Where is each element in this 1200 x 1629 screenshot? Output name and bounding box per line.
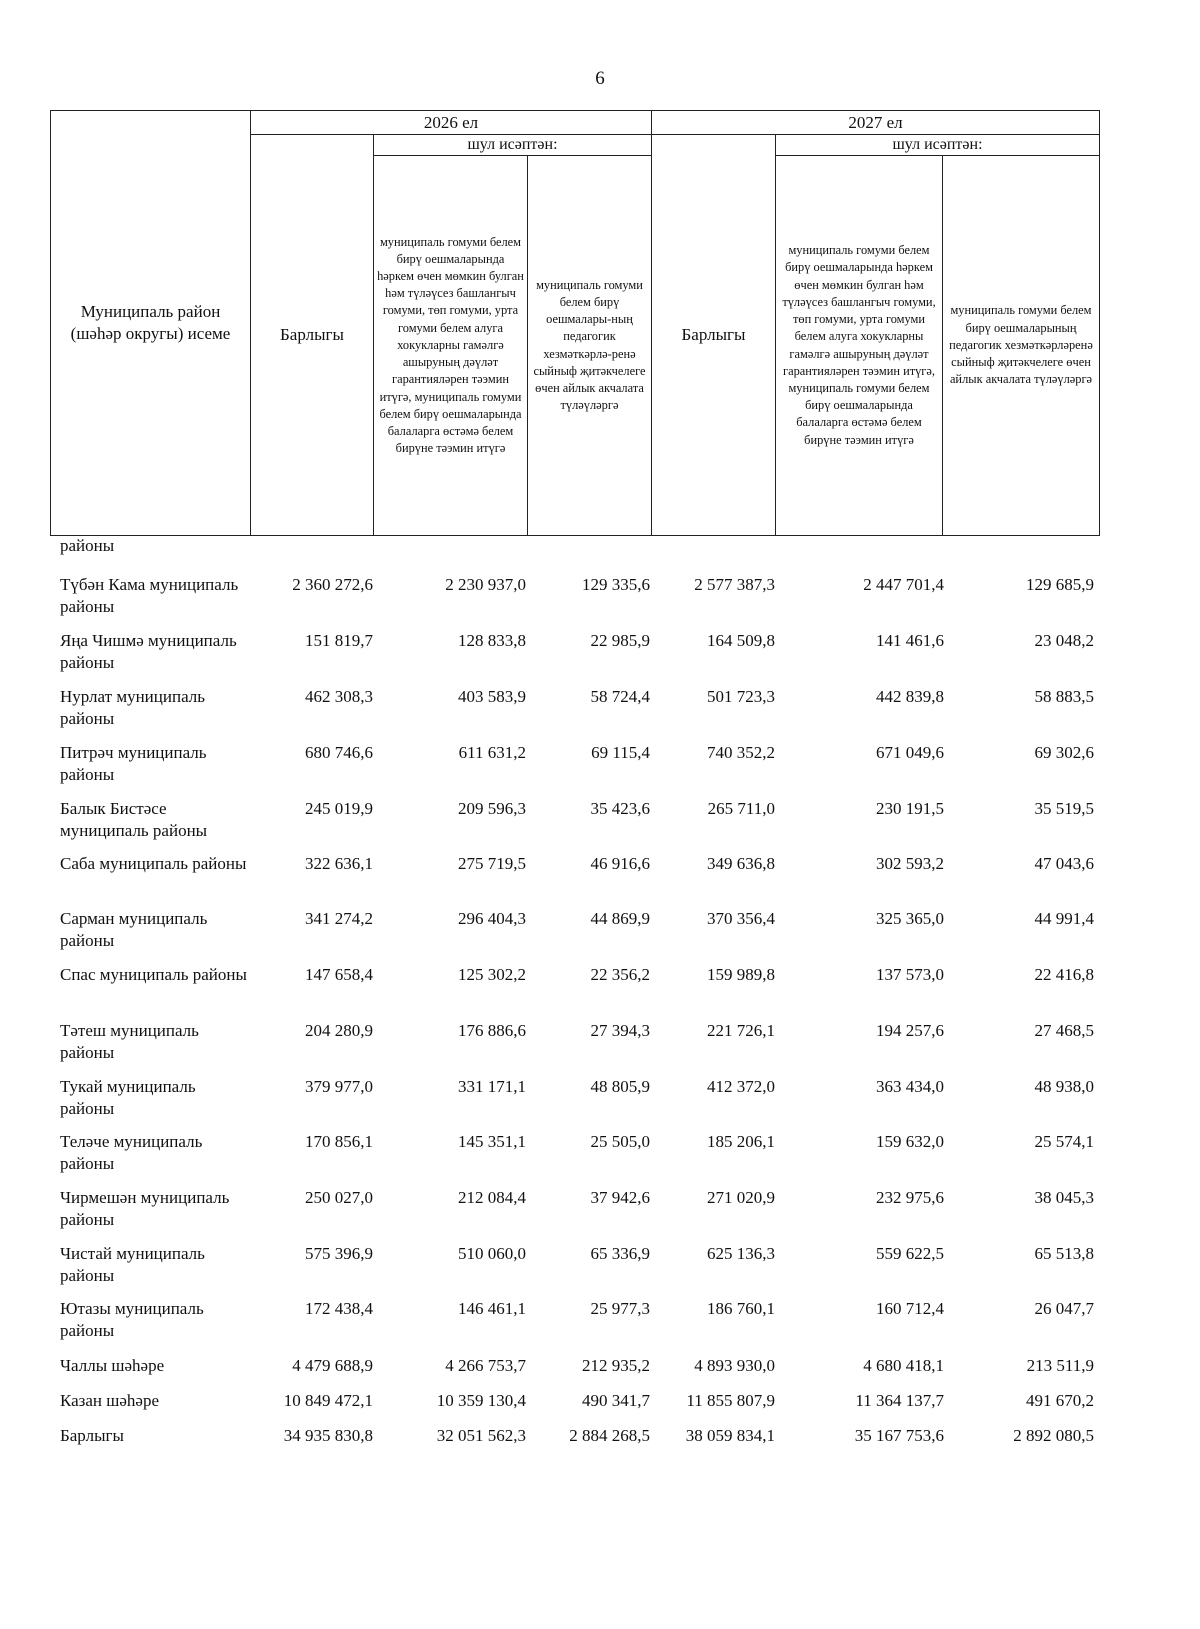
header-sub2-2026: муниципаль гомуми белем бирү оешмалары-ның педагогик хезмәткәрлә-ренә сыйныф җитәкчелеге өчен айлык акчалата түләүләргә: [527, 155, 652, 536]
row-value: 204 280,9: [305, 1021, 373, 1040]
row-name: Сарман муниципаль районы: [60, 909, 208, 950]
row-value: 10 849 472,1: [283, 1391, 373, 1410]
row-value: 159 989,8: [707, 965, 775, 984]
row-value: 48 805,9: [590, 1077, 650, 1096]
row-value: 2 892 080,5: [1013, 1426, 1094, 1445]
row-value: 331 171,1: [458, 1077, 526, 1096]
row-value: 4 266 753,7: [445, 1356, 526, 1375]
row-value: 22 356,2: [590, 965, 650, 984]
row-value: 275 719,5: [458, 854, 526, 873]
row-value: 265 711,0: [707, 799, 775, 818]
row-value: 302 593,2: [876, 854, 944, 873]
row-name: Спас муниципаль районы: [60, 965, 247, 984]
row-value: 25 574,1: [1034, 1132, 1094, 1151]
row-value: 185 206,1: [707, 1132, 775, 1151]
row-value: 341 274,2: [305, 909, 373, 928]
table-header: [50, 110, 1100, 536]
header-total-2027: Барлыгы: [651, 134, 776, 536]
row-name: Балык Бистәсе муниципаль районы: [60, 799, 208, 840]
row-value: 159 632,0: [876, 1132, 944, 1151]
row-value: 403 583,9: [458, 687, 526, 706]
row-value: 170 856,1: [305, 1132, 373, 1151]
row-value: 27 468,5: [1034, 1021, 1094, 1040]
row-value: 22 416,8: [1034, 965, 1094, 984]
row-name: Ютазы муниципаль районы: [60, 1299, 204, 1340]
row-value: 363 434,0: [876, 1077, 944, 1096]
row-value: 611 631,2: [458, 743, 526, 762]
row-value: 145 351,1: [458, 1132, 526, 1151]
header-total-2026: Барлыгы: [250, 134, 374, 536]
row-value: 379 977,0: [305, 1077, 373, 1096]
row-value: 172 438,4: [305, 1299, 373, 1318]
row-value: 209 596,3: [458, 799, 526, 818]
row-value: 194 257,6: [876, 1021, 944, 1040]
row-value: 11 364 137,7: [855, 1391, 944, 1410]
row-value: 69 302,6: [1034, 743, 1094, 762]
row-value: 2 577 387,3: [694, 575, 775, 594]
row-value: 10 359 130,4: [436, 1391, 526, 1410]
header-year-2027: 2027 ел: [651, 110, 1100, 135]
row-value: 462 308,3: [305, 687, 373, 706]
row-value: 129 335,6: [582, 575, 650, 594]
header-sub1-2026: муниципаль гомуми белем бирү оешмаларында һәркем өчен мөмкин булган һәм түләүсез башлангыч гомуми, төп гомуми, урта гомуми белем алуга хокукларны гамәлгә ашыруның дәүләт гарантияләрен тәэмин итүгә, муниципаль гомуми белем бирү оешмаларында балаларга өстәмә белем бирүне тәэмин итүгә: [373, 155, 528, 536]
row-value: 47 043,6: [1034, 854, 1094, 873]
row-value: 129 685,9: [1026, 575, 1094, 594]
row-value: 58 883,5: [1034, 687, 1094, 706]
row-value: 501 723,3: [707, 687, 775, 706]
row-value: 322 636,1: [305, 854, 373, 873]
row-value: 213 511,9: [1026, 1356, 1094, 1375]
row-value: 212 084,4: [458, 1188, 526, 1207]
row-value: 250 027,0: [305, 1188, 373, 1207]
row-value: 147 658,4: [305, 965, 373, 984]
row-value: 4 479 688,9: [292, 1356, 373, 1375]
row-value: 325 365,0: [876, 909, 944, 928]
row-value: 4 893 930,0: [694, 1356, 775, 1375]
row-value: 491 670,2: [1026, 1391, 1094, 1410]
row-value: 412 372,0: [707, 1077, 775, 1096]
header-sub2-2027: муниципаль гомуми белем бирү оешмаларының педагогик хезмәткәрләренә сыйныф җитәкчелеге өчен айлык акчалата түләүләргә: [942, 155, 1100, 536]
row-value: 35 423,6: [590, 799, 650, 818]
row-value: 2 884 268,5: [569, 1426, 650, 1445]
header-name-column: Муниципаль район (шәһәр округы) исеме: [50, 110, 251, 536]
row-name: Нурлат муниципаль районы: [60, 687, 205, 728]
row-value: 490 341,7: [582, 1391, 650, 1410]
row-name: Түбән Кама муниципаль районы: [60, 575, 239, 616]
row-value: 38 045,3: [1034, 1188, 1094, 1207]
row-value: 25 977,3: [590, 1299, 650, 1318]
row-name: Питрәч муниципаль районы: [60, 743, 207, 784]
row-value: 2 230 937,0: [445, 575, 526, 594]
continuation-label: районы: [60, 536, 115, 555]
row-value: 46 916,6: [590, 854, 650, 873]
row-name: Чирмешән муниципаль районы: [60, 1188, 230, 1229]
row-value: 671 049,6: [876, 743, 944, 762]
row-value: 44 991,4: [1034, 909, 1094, 928]
header-sub1-2027: муниципаль гомуми белем бирү оешмаларында һәркем өчен мөмкин булган һәм түләүсез башлангыч гомуми, төп гомуми, урта гомуми белем алуга хокукларны гамәлгә ашыруның дәүләт гарантияләрен тәэмин итүгә, муниципаль гомуми белем бирү оешмаларында балаларга өстәмә белем бирүне тәэмин итүгә: [775, 155, 943, 536]
row-value: 27 394,3: [590, 1021, 650, 1040]
row-value: 186 760,1: [707, 1299, 775, 1318]
header-including-2027: шул исәптән:: [775, 134, 1100, 156]
row-name: Саба муниципаль районы: [60, 854, 247, 873]
row-value: 442 839,8: [876, 687, 944, 706]
row-value: 212 935,2: [582, 1356, 650, 1375]
row-value: 35 167 753,6: [854, 1426, 944, 1445]
header-year-2026: 2026 ел: [250, 110, 652, 135]
row-value: 137 573,0: [876, 965, 944, 984]
row-value: 22 985,9: [590, 631, 650, 650]
row-value: 575 396,9: [305, 1244, 373, 1263]
row-value: 35 519,5: [1034, 799, 1094, 818]
row-value: 11 855 807,9: [686, 1391, 775, 1410]
row-value: 164 509,8: [707, 631, 775, 650]
header-including-2026: шул исәптән:: [373, 134, 652, 156]
row-value: 23 048,2: [1034, 631, 1094, 650]
row-value: 230 191,5: [876, 799, 944, 818]
row-value: 4 680 418,1: [863, 1356, 944, 1375]
row-value: 146 461,1: [458, 1299, 526, 1318]
row-value: 232 975,6: [876, 1188, 944, 1207]
row-value: 32 051 562,3: [436, 1426, 526, 1445]
row-value: 44 869,9: [590, 909, 650, 928]
row-value: 37 942,6: [590, 1188, 650, 1207]
row-value: 2 447 701,4: [863, 575, 944, 594]
row-value: 221 726,1: [707, 1021, 775, 1040]
row-name: Яңа Чишмә муниципаль районы: [60, 631, 237, 672]
row-value: 65 336,9: [590, 1244, 650, 1263]
row-value: 141 461,6: [876, 631, 944, 650]
row-value: 370 356,4: [707, 909, 775, 928]
row-value: 25 505,0: [590, 1132, 650, 1151]
row-value: 160 712,4: [876, 1299, 944, 1318]
row-name: Тәтеш муниципаль районы: [60, 1021, 199, 1062]
row-value: 128 833,8: [458, 631, 526, 650]
row-name: Казан шәһәре: [60, 1391, 159, 1410]
row-value: 625 136,3: [707, 1244, 775, 1263]
row-value: 65 513,8: [1034, 1244, 1094, 1263]
row-value: 69 115,4: [591, 743, 650, 762]
row-value: 296 404,3: [458, 909, 526, 928]
row-value: 151 819,7: [305, 631, 373, 650]
row-name: Барлыгы: [60, 1426, 124, 1445]
row-value: 245 019,9: [305, 799, 373, 818]
row-value: 349 636,8: [707, 854, 775, 873]
row-value: 559 622,5: [876, 1244, 944, 1263]
row-value: 176 886,6: [458, 1021, 526, 1040]
row-value: 26 047,7: [1034, 1299, 1094, 1318]
row-value: 58 724,4: [590, 687, 650, 706]
row-value: 125 302,2: [458, 965, 526, 984]
row-name: Чистай муниципаль районы: [60, 1244, 205, 1285]
row-value: 680 746,6: [305, 743, 373, 762]
row-value: 2 360 272,6: [292, 575, 373, 594]
row-name: Тукай муниципаль районы: [60, 1077, 196, 1118]
row-value: 510 060,0: [458, 1244, 526, 1263]
row-name: Теләче муниципаль районы: [60, 1132, 203, 1173]
page-number: 6: [595, 68, 605, 89]
row-value: 48 938,0: [1034, 1077, 1094, 1096]
row-name: Чаллы шәһәре: [60, 1356, 165, 1375]
row-value: 740 352,2: [707, 743, 775, 762]
row-value: 34 935 830,8: [283, 1426, 373, 1445]
row-value: 38 059 834,1: [685, 1426, 775, 1445]
row-value: 271 020,9: [707, 1188, 775, 1207]
